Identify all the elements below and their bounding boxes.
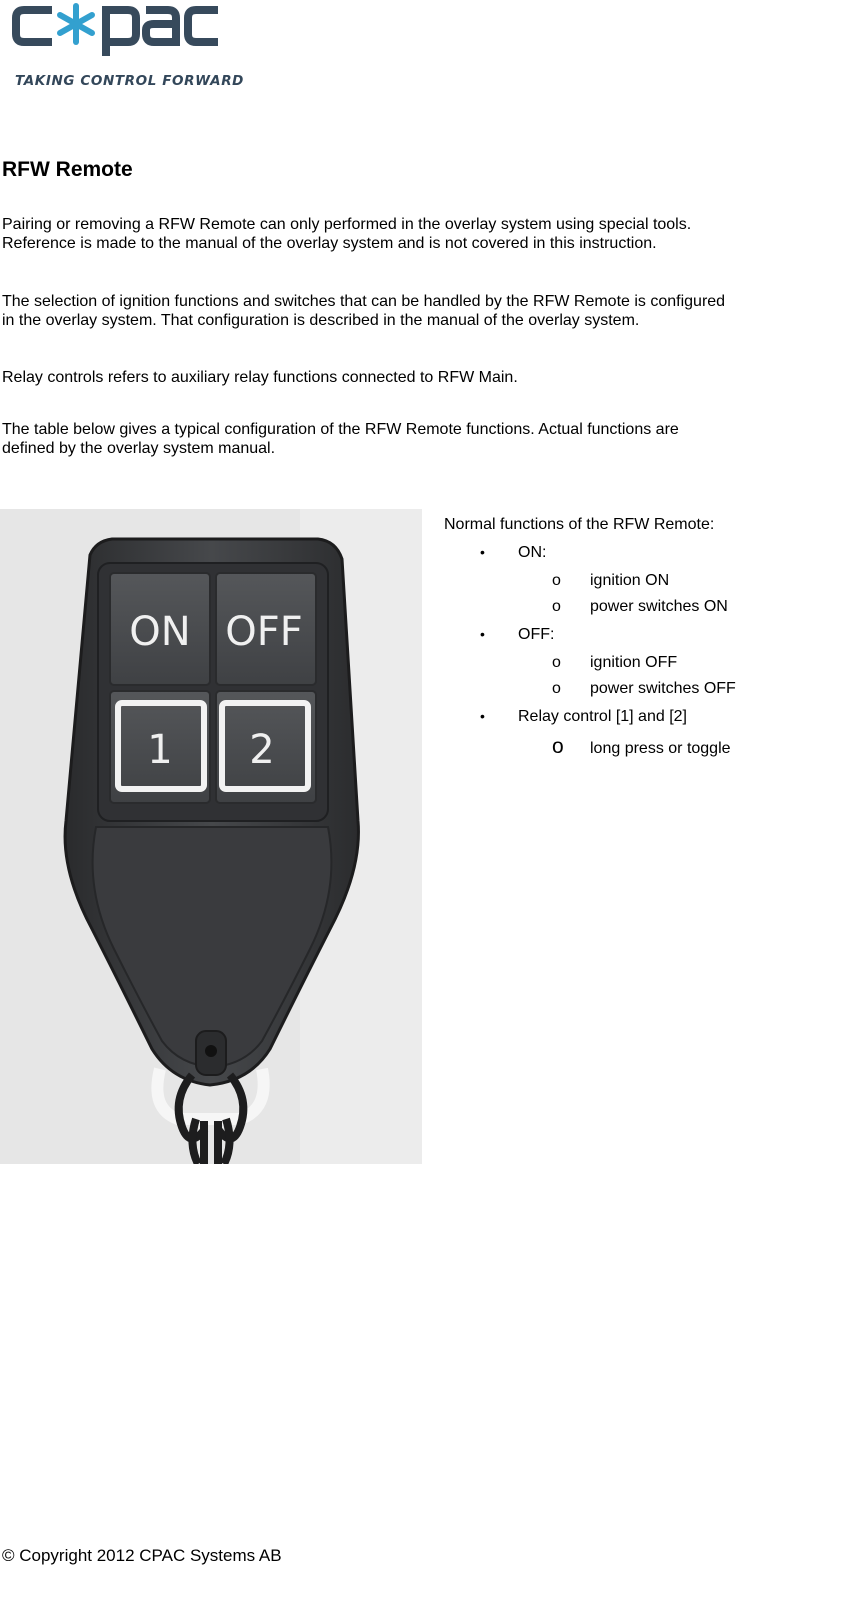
list-item-label: ON: bbox=[518, 544, 547, 561]
paragraph-line: in the overlay system. That configuration is described in the manual of the overlay system. bbox=[2, 312, 640, 329]
sub-list-item-label: long press or toggle bbox=[590, 740, 731, 757]
paragraph-line: The selection of ignition functions and switches that can be handled by the RFW Remote is configured bbox=[2, 293, 726, 310]
sub-list-item-label: ignition OFF bbox=[590, 654, 678, 671]
functions-title: Normal functions of the RFW Remote: bbox=[444, 516, 715, 533]
paragraph-line: Relay controls refers to auxiliary relay functions connected to RFW Main. bbox=[2, 369, 518, 386]
paragraph-line: The table below gives a typical configuration of the RFW Remote functions. Actual functions are bbox=[2, 421, 679, 438]
logo-tagline: TAKING CONTROL FORWARD bbox=[15, 73, 244, 89]
bullet-marker: • bbox=[480, 708, 485, 724]
sub-list-item-label: power switches ON bbox=[590, 598, 728, 615]
sub-bullet-marker: o bbox=[552, 735, 564, 758]
bullet-marker: • bbox=[480, 626, 485, 642]
paragraph-line: Pairing or removing a RFW Remote can only performed in the overlay system using special tools. bbox=[2, 216, 692, 233]
paragraph-relay bbox=[2, 368, 518, 387]
copyright-footer: © Copyright 2012 CPAC Systems AB bbox=[2, 1546, 282, 1565]
paragraph-line: Reference is made to the manual of the overlay system and is not covered in this instruction. bbox=[2, 235, 657, 252]
sub-bullet-marker: o bbox=[552, 654, 561, 671]
sub-list-item-label: ignition ON bbox=[590, 572, 670, 589]
paragraph-line: defined by the overlay system manual. bbox=[2, 440, 276, 457]
remote-label-off: OFF bbox=[225, 609, 303, 655]
list-item-label: Relay control [1] and [2] bbox=[518, 708, 687, 725]
paragraph-configuration bbox=[2, 292, 725, 330]
remote-label-1: 1 bbox=[147, 727, 173, 773]
paragraph-table-intro bbox=[2, 420, 679, 458]
sub-bullet-marker: o bbox=[552, 680, 561, 697]
bullet-marker: • bbox=[480, 544, 485, 560]
page-title: RFW Remote bbox=[2, 158, 133, 181]
remote-illustration bbox=[0, 509, 422, 1164]
sub-list-item-label: power switches OFF bbox=[590, 680, 736, 697]
remote-label-2: 2 bbox=[249, 727, 275, 773]
sub-bullet-marker: o bbox=[552, 598, 561, 615]
list-item-label: OFF: bbox=[518, 626, 555, 643]
paragraph-pairing bbox=[2, 215, 691, 253]
sub-bullet-marker: o bbox=[552, 572, 561, 589]
remote-label-on: ON bbox=[129, 609, 191, 655]
